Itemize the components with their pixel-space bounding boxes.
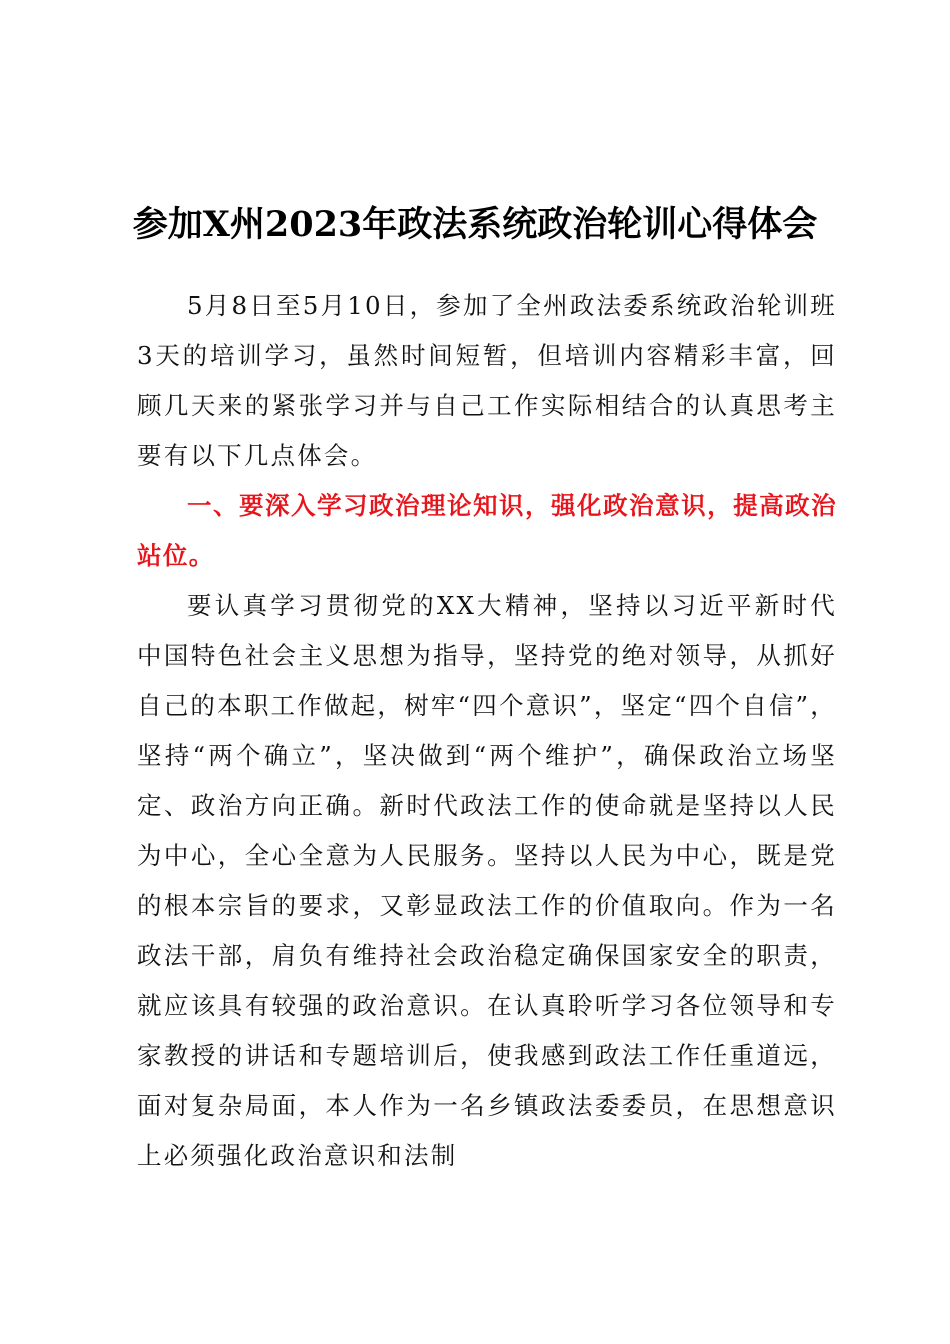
intro-paragraph: 5月8日至5月10日，参加了全州政法委系统政治轮训班3天的培训学习，虽然时间短暂，但培训内容精彩丰富，回顾几天来的紧张学习并与自己工作实际相结合的认真思考主要有以下几点体会。	[137, 291, 837, 470]
document-title: 参加X州2023年政法系统政治轮训心得体会	[132, 204, 818, 245]
section-body-paragraph: 要认真学习贯彻党的XX大精神，坚持以习近平新时代中国特色社会主义思想为指导，坚持党的绝对领导，从抓好自己的本职工作做起，树牢“四个意识”，坚定“四个自信”，坚持“两个确立”，坚决做到“两个维护”，确保政治立场坚定、政治方向正确。新时代政法工作的使命就是坚持以人民为中心，全心全意为人民服务。坚持以人民为中心，既是党的根本宗旨的要求，又彰显政法工作的价值取向。作为一名政法干部，肩负有维持社会政治稳定确保国家安全的职责，就应该具有较强的政治意识。在认真聆听学习各位领导和专家教授的讲话和专题培训后，使我感到政法工作任重道远，面对复杂局面，本人作为一名乡镇政法委委员，在思想意识上必须强化政治意识和法制	[137, 591, 837, 1170]
section-heading: 一、要深入学习政治理论知识，强化政治意识，提高政治站位。	[137, 491, 837, 570]
